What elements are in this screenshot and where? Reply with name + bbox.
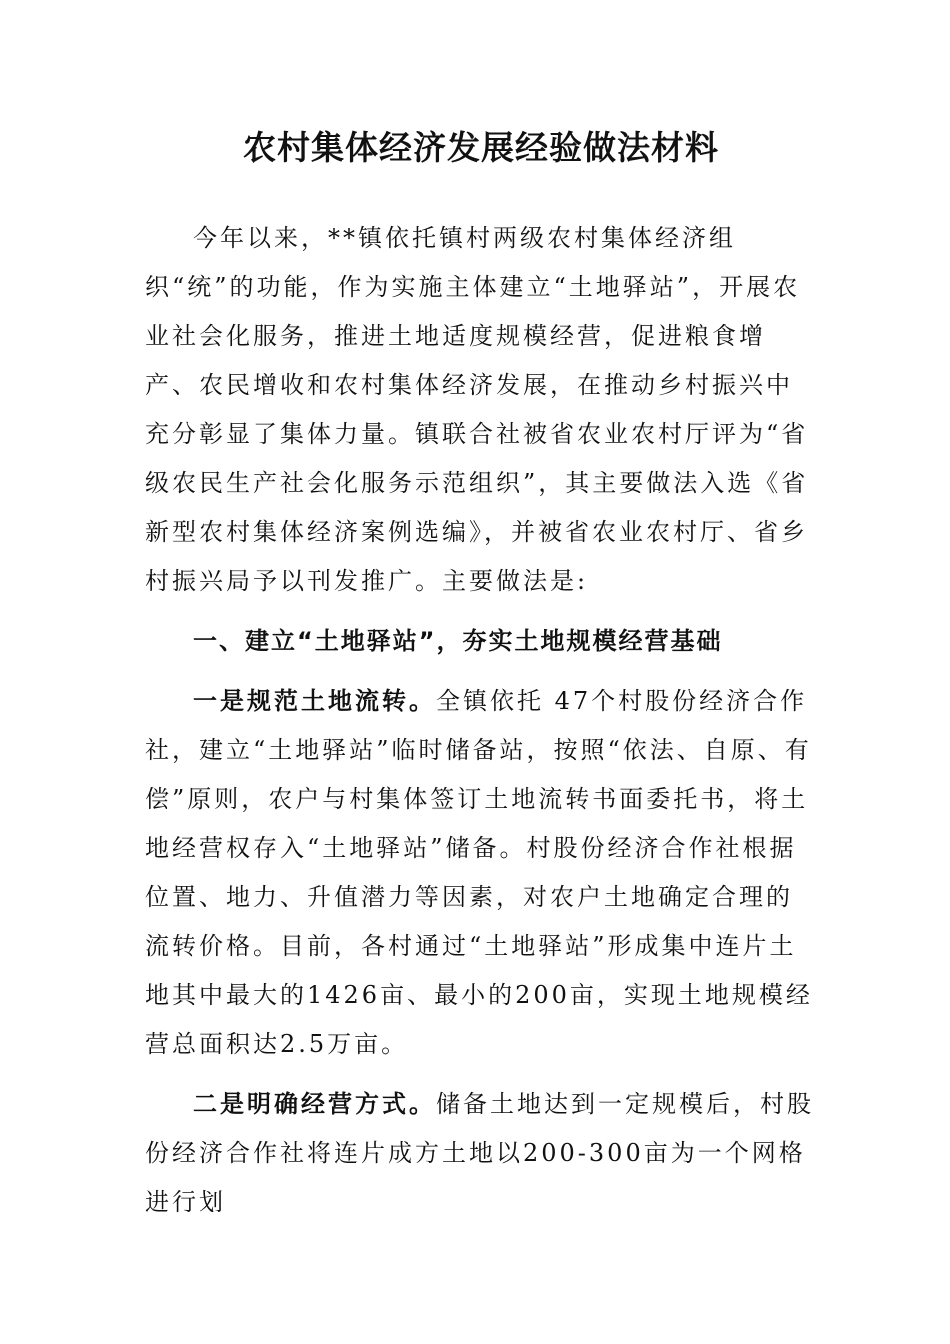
point-body-1: 全镇依托 47个村股份经济合作社，建立“土地驿站”临时储备站，按照“依法、自原、有偿”原则，农户与村集体签订土地流转书面委托书，将土地经营权存入“土地驿站”储备。村股份经济合作社根据位置、地力、升值潜力等因素，对农户土地确定合理的流转价格。目前，各村通过“土地驿站”形成集中连片土地其中最大的1426亩、最小的200亩，实现土地规模经营总面积达2.5万亩。 <box>145 687 813 1058</box>
point-paragraph-1 <box>145 677 817 1069</box>
point-body-2: 储备土地达到一定规模后，村股份经济合作社将连片成方土地以200-300亩为一个网格进行划 <box>145 1090 814 1216</box>
point-lead-1: 一是规范土地流转。 <box>193 687 436 715</box>
document-page <box>145 118 817 1227</box>
point-lead-2: 二是明确经营方式。 <box>193 1090 436 1118</box>
document-title: 农村集体经济发展经验做法材料 <box>243 128 719 167</box>
point-paragraph-2 <box>145 1080 817 1227</box>
intro-paragraph: 今年以来，**镇依托镇村两级农村集体经济组织“统”的功能，作为实施主体建立“土地驿站”，开展农业社会化服务，推进土地适度规模经营，促进粮食增产、农民增收和农村集体经济发展，在推动乡村振兴中充分彰显了集体力量。镇联合社被省农业农村厅评为“省级农民生产社会化服务示范组织”，其主要做法入选《省新型农村集体经济案例选编》，并被省农业农村厅、省乡村振兴局予以刊发推广。主要做法是: <box>145 224 809 595</box>
section-heading-1: 一、建立“土地驿站”，夯实土地规模经营基础 <box>193 627 723 655</box>
